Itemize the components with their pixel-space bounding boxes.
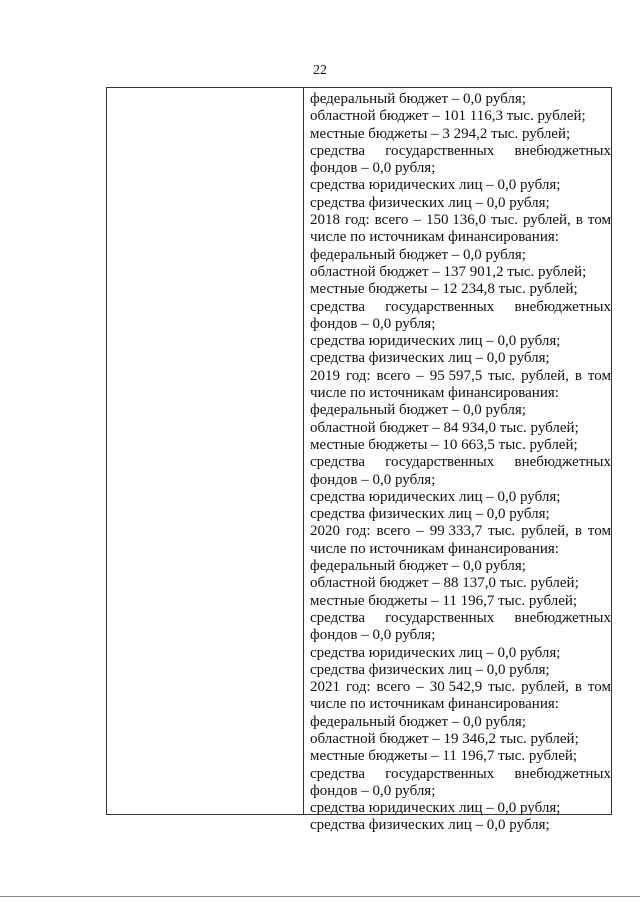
text-line: средства физических лиц – 0,0 рубля; <box>310 661 550 678</box>
text-line: федеральный бюджет – 0,0 рубля; <box>310 402 526 419</box>
text-word: том <box>587 367 611 384</box>
text-word: рублей, <box>521 367 569 384</box>
text-word: внебюджетных <box>514 298 611 315</box>
text-word: средства <box>310 454 366 471</box>
text-word: 30 542,9 <box>429 679 483 696</box>
text-word: рублей, <box>521 523 569 540</box>
text-line: федеральный бюджет – 0,0 рубля; <box>310 558 526 575</box>
text-word: том <box>587 523 611 540</box>
text-word: 2018 <box>310 212 340 229</box>
text-line: числе по источникам финансирования: <box>310 385 559 402</box>
text-word: 95 597,5 <box>429 367 483 384</box>
text-word: рублей, <box>522 212 571 229</box>
text-word: средства <box>310 142 366 159</box>
text-word: государственных <box>385 609 495 626</box>
text-word: рублей, <box>521 679 569 696</box>
text-line: фондов – 0,0 рубля; <box>310 471 436 488</box>
text-line <box>310 523 611 540</box>
text-word: в <box>574 523 582 540</box>
text-word: всего <box>376 367 411 384</box>
text-word: государственных <box>385 298 495 315</box>
text-line: числе по источникам финансирования: <box>310 540 559 557</box>
text-line: числе по источникам финансирования: <box>310 229 559 246</box>
text-word: тыс. <box>488 523 516 540</box>
text-line: числе по источникам финансирования: <box>310 696 559 713</box>
text-line: областной бюджет – 19 346,2 тыс. рублей; <box>310 730 579 747</box>
text-line <box>310 766 611 783</box>
text-line: федеральный бюджет – 0,0 рубля; <box>310 713 526 730</box>
text-word: – <box>416 523 424 540</box>
text-word: средства <box>310 765 366 782</box>
text-word: всего <box>374 212 409 229</box>
page-bottom-rule <box>0 896 640 897</box>
text-line <box>310 679 611 696</box>
text-line <box>310 610 611 627</box>
table-right-cell <box>304 88 611 834</box>
text-word: средства <box>310 298 366 315</box>
text-line: областной бюджет – 88 137,0 тыс. рублей; <box>310 575 579 592</box>
text-line: областной бюджет – 84 934,0 тыс. рублей; <box>310 419 579 436</box>
text-word: год: <box>345 523 371 540</box>
text-line: средства юридических лиц – 0,0 рубля; <box>310 644 561 661</box>
text-word: в <box>574 367 582 384</box>
text-line: местные бюджеты – 11 196,7 тыс. рублей; <box>310 748 578 765</box>
text-word: в <box>575 212 583 229</box>
text-word: – <box>416 367 424 384</box>
text-line: областной бюджет – 101 116,3 тыс. рублей; <box>310 108 586 125</box>
text-line: средства юридических лиц – 0,0 рубля; <box>310 488 561 505</box>
text-word: государственных <box>385 454 495 471</box>
text-word: тыс. <box>490 212 518 229</box>
text-line <box>310 299 611 316</box>
text-line <box>310 368 611 385</box>
text-line: фондов – 0,0 рубля; <box>310 160 436 177</box>
text-word: государственных <box>385 142 495 159</box>
text-line: областной бюджет – 137 901,2 тыс. рублей; <box>310 263 587 280</box>
text-line: средства физических лиц – 0,0 рубля; <box>310 350 550 367</box>
text-word: внебюджетных <box>514 454 611 471</box>
text-word: 2020 <box>310 523 340 540</box>
text-word: год: <box>345 679 371 696</box>
text-word: том <box>587 212 611 229</box>
text-word: средства <box>310 609 366 626</box>
text-line: фондов – 0,0 рубля; <box>310 315 436 332</box>
funding-table <box>106 87 612 834</box>
text-word: государственных <box>385 765 495 782</box>
text-line: средства физических лиц – 0,0 рубля; <box>310 506 550 523</box>
text-word: тыс. <box>488 679 516 696</box>
text-word: тыс. <box>488 367 516 384</box>
table-left-cell <box>107 88 304 814</box>
text-line: местные бюджеты – 3 294,2 тыс. рублей; <box>310 125 571 142</box>
text-word: внебюджетных <box>514 142 611 159</box>
text-line: федеральный бюджет – 0,0 рубля; <box>310 91 526 107</box>
text-word: 2019 <box>310 367 340 384</box>
text-word: всего <box>376 679 411 696</box>
text-word: 99 333,7 <box>429 523 483 540</box>
text-line <box>310 454 611 471</box>
text-line <box>310 143 611 160</box>
text-line: местные бюджеты – 11 196,7 тыс. рублей; <box>310 592 578 609</box>
text-word: – <box>413 212 421 229</box>
text-line: средства юридических лиц – 0,0 рубля; <box>310 333 561 350</box>
text-word: том <box>587 679 611 696</box>
text-line: средства юридических лиц – 0,0 рубля; <box>310 177 561 194</box>
text-line: местные бюджеты – 10 663,5 тыс. рублей; <box>310 436 578 453</box>
page-number: 22 <box>313 63 327 78</box>
text-line: местные бюджеты – 12 234,8 тыс. рублей; <box>310 281 578 298</box>
text-word: внебюджетных <box>514 765 611 782</box>
text-word: – <box>416 679 424 696</box>
text-word: 2021 <box>310 679 340 696</box>
text-line: фондов – 0,0 рубля; <box>310 627 436 644</box>
text-line <box>310 212 611 229</box>
text-line: средства физических лиц – 0,0 рубля; <box>310 194 550 211</box>
text-word: год: <box>345 367 371 384</box>
text-line: средства физических лиц – 0,0 рубля; <box>310 817 550 834</box>
text-line: фондов – 0,0 рубля; <box>310 782 436 799</box>
text-line: средства юридических лиц – 0,0 рубля; <box>310 800 561 817</box>
text-word: внебюджетных <box>514 609 611 626</box>
text-word: в <box>574 679 582 696</box>
text-word: всего <box>376 523 411 540</box>
text-word: 150 136,0 <box>425 212 486 229</box>
text-line: федеральный бюджет – 0,0 рубля; <box>310 246 526 263</box>
text-word: год: <box>345 212 370 229</box>
